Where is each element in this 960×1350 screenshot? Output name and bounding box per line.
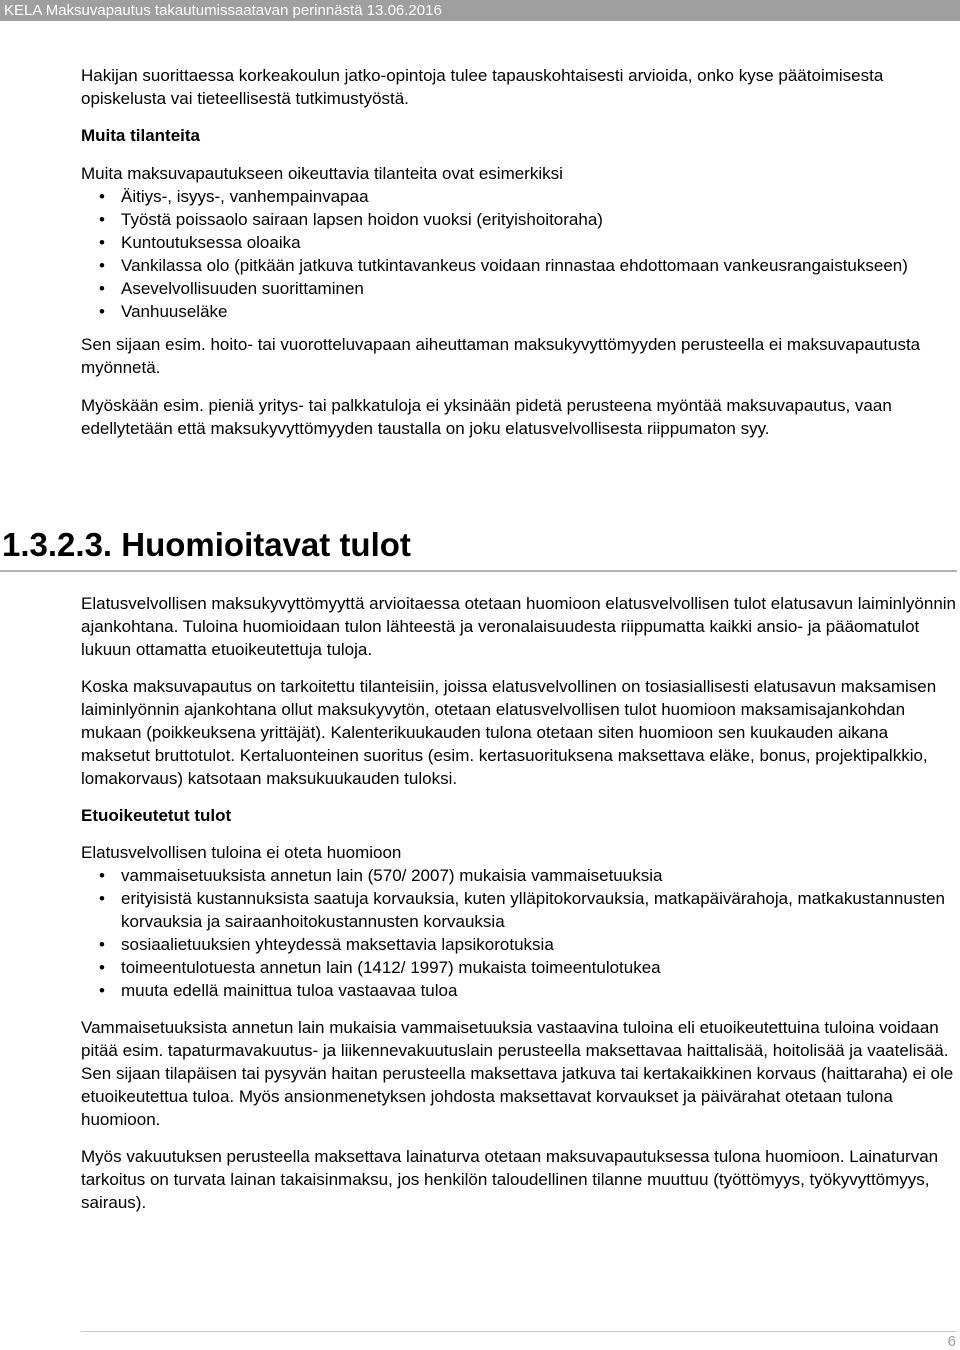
privileged-income-lead: Elatusvelvollisen tuloina ei oteta huomioon [81,843,402,862]
subheading-other-situations: Muita tilanteita [81,126,201,145]
list-item: • Vanhuuseläke [81,300,959,323]
document-header-title: KELA Maksuvapautus takautumissaatavan perinnästä 13.06.2016 [4,2,442,19]
income-paragraph-3: Vammaisetuuksista annetun lain mukaisia vammaisetuuksia vastaavina tuloina eli etuoikeutettuina tuloina voidaan pitää esim. tapaturmavakuutus- ja liikennevakuutuslain perusteella maksettavaa haittalisää, hoitolisää ja vaatelisää. Sen sijaan tilapäisen tai pysyvän haitan perusteella maksettava jatkuva tai kertakaikkinen korvaus (haittaraha) ei ole etuoikeutettua tuloa. Myös ansionmenetyksen johdosta maksettavat korvaukset ja päivärahat otetaan tulona huomioon. [81,1018,954,1129]
other-situations-lead: Muita maksuvapautukseen oikeuttavia tilanteita ovat esimerkiksi [81,164,563,183]
list-item: • muuta edellä mainittua tuloa vastaavaa tuloa [81,979,959,1002]
income-paragraph-2: Koska maksuvapautus on tarkoitettu tilanteisiin, joissa elatusvelvollinen on tosiasiallisesti elatusavun maksamisen laiminlyönnin ajankohtana ollut maksukyvytön, otetaan elatusvelvollisen tulot huomioon maksamisajankohdan mukaan (poikkeuksena yrittäjät). Kalenterikuukauden tulona otetaan siten huomioon sen kuukauden aikana maksetut bruttotulot. Kertaluonteinen suoritus (esim. kertasuorituksena maksettava eläke, bonus, projektipalkkio, lomakorvaus) katsotaan maksukuukauden tuloksi. [81,677,937,788]
list-item: • erityisistä kustannuksista saatuja korvauksia, kuten ylläpitokorvauksia, matkapäivärahoja, matkakustannusten korvauksia ja sairaanhoitokustannusten korvauksia [81,887,959,933]
section-title: 1.3.2.3. Huomioitavat tulot [2,526,411,563]
income-paragraph-1: Elatusvelvollisen maksukyvyttömyyttä arvioitaessa otetaan huomioon elatusvelvollisen tulot elatusavun laiminlyönnin ajankohtana. Tuloina huomioidaan tulon lähteestä ja veronalaisuudesta riippumatta kaikki ansio- ja pääomatulot lukuun ottamatta etuoikeutettuja tuloja. [81,594,957,659]
paragraph-instead: Sen sijaan esim. hoito- tai vuorotteluvapaan aiheuttaman maksukyvyttömyyden perusteella ei maksuvapautusta myönnetä. [81,335,921,377]
list-item: • Työstä poissaolo sairaan lapsen hoidon vuoksi (erityishoitoraha) [81,208,959,231]
section-heading [0,524,957,572]
document-header-bar [0,0,960,21]
paragraph-also: Myöskään esim. pieniä yritys- tai palkkatuloja ei yksinään pidetä perusteena myöntää maksuvapautus, vaan edellytetään että maksukyvyttömyyden taustalla on joku elatusvelvollisesta riippumaton syy. [81,396,892,438]
list-item: • Äitiys-, isyys-, vanhempainvapaa [81,185,959,208]
list-item: • Asevelvollisuuden suorittaminen [81,277,959,300]
income-paragraph-4: Myös vakuutuksen perusteella maksettava lainaturva otetaan maksuvapautuksessa tulona huomioon. Lainaturvan tarkoitus on turvata lainan takaisinmaksu, jos henkilön taloudellinen tilanne muuttuu (työttömyys, työkyvyttömyys, sairaus). [81,1147,939,1212]
list-item: • toimeentulotuesta annetun lain (1412/ 1997) mukaista toimeentulotukea [81,956,959,979]
list-item: • Kuntoutuksessa oloaika [81,231,959,254]
list-item: • sosiaalietuuksien yhteydessä maksettavia lapsikorotuksia [81,933,959,956]
other-situations-list [81,185,959,323]
list-item: • Vankilassa olo (pitkään jatkuva tutkintavankeus voidaan rinnastaa ehdottomaan vankeusrangaistukseen) [81,254,959,277]
content-bottom [81,592,959,1214]
intro-paragraph: Hakijan suorittaessa korkeakoulun jatko-opintoja tulee tapauskohtaisesti arvioida, onko kyse päätoimisesta opiskelusta vai tieteellisestä tutkimustyöstä. [81,66,884,108]
privileged-income-list [81,864,959,1002]
page-number: 6 [947,1333,956,1350]
list-item: • vammaisetuuksista annetun lain (570/ 2007) mukaisia vammaisetuuksia [81,864,959,887]
content-top [81,64,959,440]
subheading-privileged-income: Etuoikeutetut tulot [81,806,232,825]
footer-divider [81,1331,957,1332]
